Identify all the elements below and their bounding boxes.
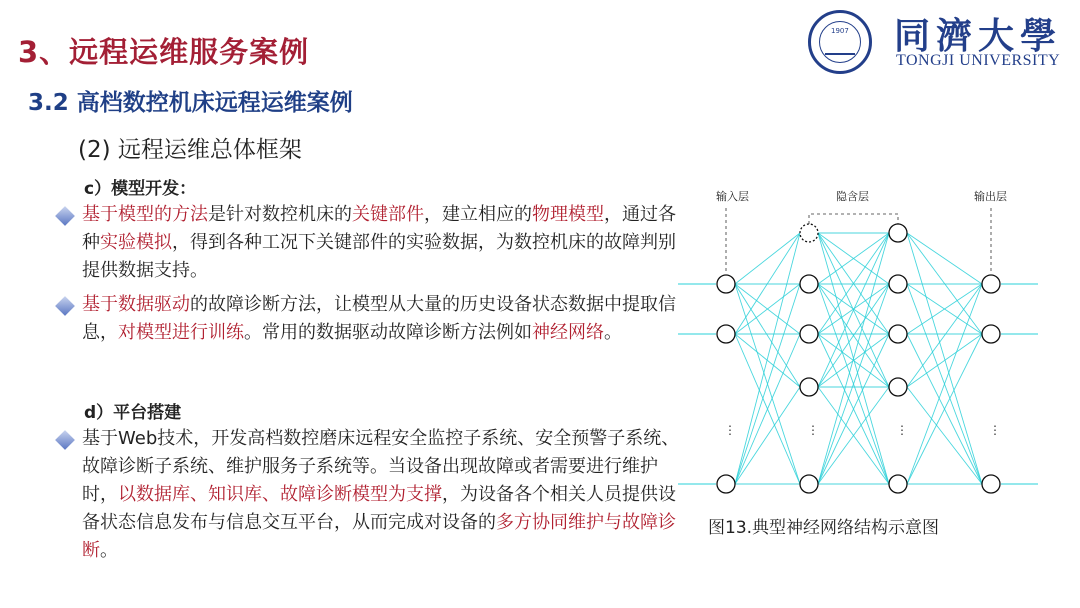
network-node [889,378,907,396]
ellipsis-dots: ⋮ [989,423,1001,437]
network-node [717,475,735,493]
platform-heading: d）平台搭建 [84,403,182,423]
hidden-layer-label: 隐含层 [836,190,869,203]
connection-edge [735,334,800,387]
university-seal [808,10,872,74]
ellipsis-dots: ⋮ [807,423,819,437]
data-driven-paragraph: 基于数据驱动的故障诊断方法，让模型从大量的历史设备状态数据中提取信息，对模型进行训练。常用的数据驱动故障诊断方法例如神经网络。 [82,294,676,343]
network-node [800,475,818,493]
connection-edge [907,387,982,484]
section-heading: (2) 远程运维总体框架 [78,137,302,163]
model-dev-heading: c）模型开发： [84,179,197,199]
ellipsis-dots: ⋮ [724,423,736,437]
network-node [800,224,818,242]
connection-edge [907,233,982,284]
network-node [889,275,907,293]
neural-network-diagram [676,180,1056,500]
network-node [800,378,818,396]
model-method-paragraph: 基于模型的方法是针对数控机床的关键部件，建立相应的物理模型，通过各种实验模拟，得到各种工况下关键部件的实验数据，为数控机床的故障判别提供数据支持。 [82,204,676,281]
network-node [982,325,1000,343]
network-node [800,325,818,343]
bullet-diamond-icon [55,206,75,226]
hidden-bracket [809,214,898,224]
logo-chinese-name: 同濟大學 [894,15,1063,57]
platform-paragraph: 基于Web技术，开发高档数控磨床远程安全监控子系统、安全预警子系统、故障诊断子系统、维护服务子系统等。当设备出现故障或者需要进行维护时，以数据库、知识库、故障诊断模型为支撑，为设备各个相关人员提供设备状态信息发布与信息交互平台，从而完成对设备的多方协同维护与故障诊断。 [82,428,680,561]
network-node [982,275,1000,293]
connection-edge [735,233,800,284]
network-node [717,275,735,293]
connection-edge [735,284,800,387]
network-node [717,325,735,343]
connection-edge [907,284,982,387]
section-subtitle: 3.2 高档数控机床远程运维案例 [28,90,353,116]
network-node [889,224,907,242]
slide-title: 3、远程运维服务案例 [18,35,310,69]
output-layer-label: 输出层 [974,190,1007,203]
input-layer-label: 输入层 [716,190,749,203]
network-node [889,325,907,343]
network-edges [678,233,1038,484]
connection-edge [907,233,982,484]
network-node [800,275,818,293]
bullet-diamond-icon [55,430,75,450]
logo-english-name: TONGJI UNIVERSITY [896,52,1061,69]
bullet-diamond-icon [55,296,75,316]
connection-edge [735,387,800,484]
connection-edge [735,233,800,484]
ellipsis-dots: ⋮ [896,423,908,437]
seal-year: 1907 [831,27,849,35]
network-node [889,475,907,493]
connection-edge [735,233,800,334]
connection-edge [907,233,982,334]
connection-edge [907,334,982,387]
figure-caption: 图13.典型神经网络结构示意图 [708,518,940,538]
tongji-logo [808,6,1078,76]
network-node [982,475,1000,493]
